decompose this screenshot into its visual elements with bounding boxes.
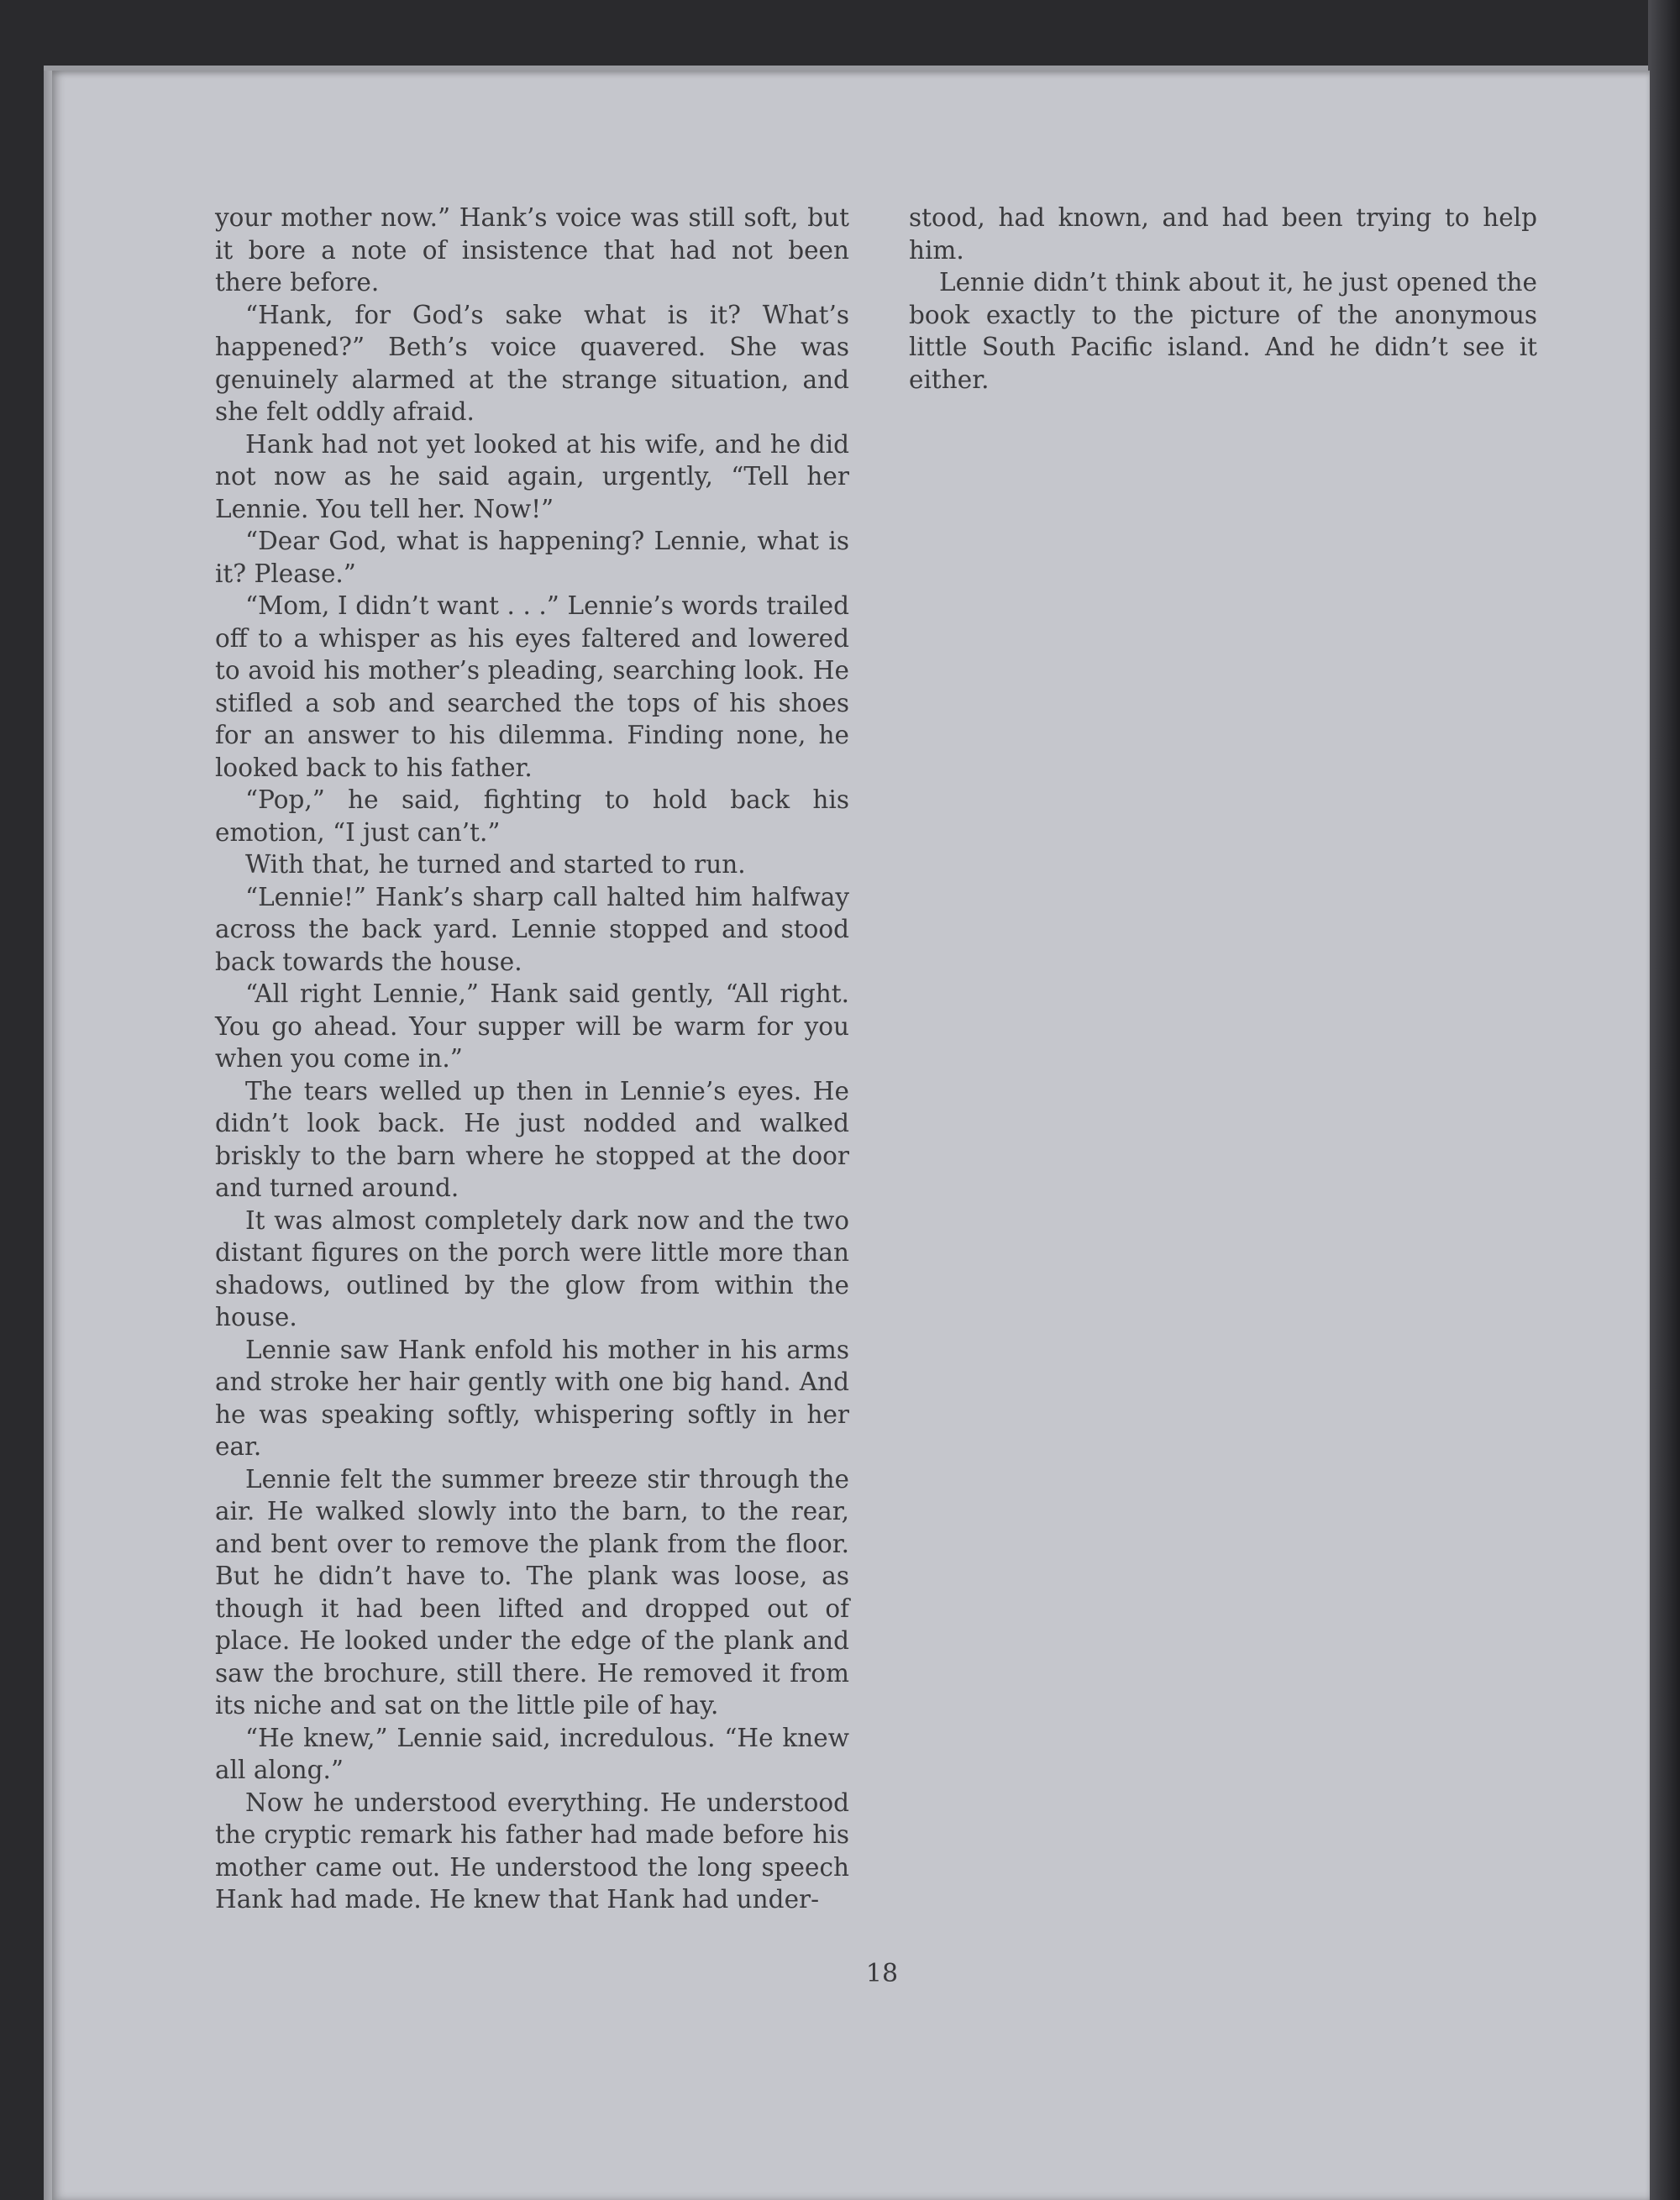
- paragraph: “Hank, for God’s sake what is it? What’s happened?” Beth’s voice quavered. She was genuinely alarmed at the strange situation, and she felt oddly afraid.: [215, 300, 849, 426]
- paragraph: The tears welled up then in Lennie’s eyes. He didn’t look back. He just nodded and walked briskly to the barn where he stopped at the door and turned around.: [215, 1076, 849, 1202]
- paragraph: Lennie saw Hank enfold his mother in his arms and stroke her hair gently with one big hand. And he was speaking softly, whispering softly in her ear.: [215, 1335, 849, 1461]
- paragraph: Lennie didn’t think about it, he just opened the book exactly to the picture of the anonymous little South Pacific island. And he didn’t see it either.: [909, 268, 1537, 394]
- paragraph: Hank had not yet looked at his wife, and he did not now as he said again, urgently, “Tell her Lennie. You tell her. Now!”: [215, 429, 849, 523]
- paragraph: your mother now.” Hank’s voice was still soft, but it bore a note of insistence that had not been there before.: [215, 203, 849, 297]
- left-text-column: [215, 202, 849, 1916]
- paragraph: “Mom, I didn’t want . . .” Lennie’s words trailed off to a whisper as his eyes faltered and lowered to avoid his mother’s pleading, searching look. He stifled a sob and searched the tops of his shoes for an answer to his dilemma. Finding none, he looked back to his father.: [215, 591, 849, 782]
- paragraph: “Dear God, what is happening? Lennie, what is it? Please.”: [215, 527, 849, 588]
- right-text-column: [909, 202, 1537, 396]
- paragraph: Lennie felt the summer breeze stir through the air. He walked slowly into the barn, to the rear, and bent over to remove the plank from the floor. But he didn’t have to. The plank was loose, as though it had been lifted and dropped out of place. He looked under the edge of the plank and saw the brochure, still there. He removed it from its niche and sat on the little pile of hay.: [215, 1464, 849, 1720]
- paragraph: It was almost completely dark now and the two distant figures on the porch were little more than shadows, outlined by the glow from within the house.: [215, 1205, 849, 1331]
- paragraph: “Pop,” he said, fighting to hold back his emotion, “I just can’t.”: [215, 785, 849, 847]
- paragraph: “He knew,” Lennie said, incredulous. “He knew all along.”: [215, 1723, 849, 1784]
- paragraph: stood, had known, and had been trying to help him.: [909, 203, 1537, 265]
- paragraph: “Lennie!” Hank’s sharp call halted him halfway across the back yard. Lennie stopped and stood back towards the house.: [215, 882, 849, 976]
- paragraph: “All right Lennie,” Hank said gently, “All right. You go ahead. Your supper will be warm for you when you come in.”: [215, 979, 849, 1073]
- binder-edge: [1648, 0, 1680, 2200]
- paragraph: Now he understood everything. He understood the cryptic remark his father had made before his mother came out. He understood the long speech Hank had made. He knew that Hank had under-: [215, 1788, 849, 1914]
- page-number: 18: [865, 1959, 899, 1988]
- paragraph: With that, he turned and started to run.: [245, 850, 746, 879]
